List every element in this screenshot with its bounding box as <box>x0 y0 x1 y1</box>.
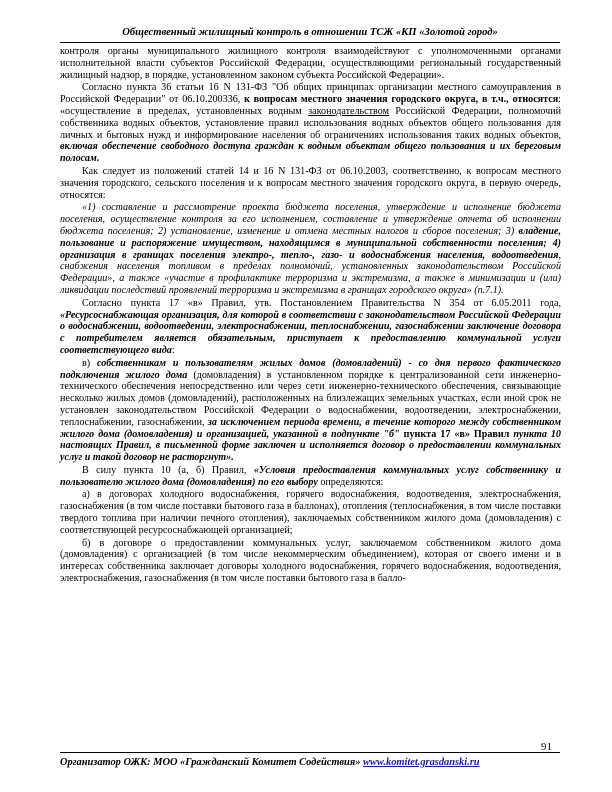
footer-organizer: Организатор ОЖК: МОО «Гражданский Комитет Содействия» <box>60 757 363 768</box>
header-divider <box>60 42 560 43</box>
paragraph-law-131-article-16: Согласно пункта 36 статьи 16 N 131-ФЗ "Об общих принципах организации местного самоуправления в Российской Федерации" от 06.10.200336, к вопросам местного значения городского округа, в т.ч., относятся: «осуществление в пределах, установленных водным законодательством Российской Федерации, полномочий собственника водных объектов, установление правил использования водных объектов общего пользования для личных и бытовых нужд и информирование населения об ограничениях использования таких водных объектов, включая обеспечение свободного доступа граждан к водным объектам общего пользования и их береговым полосам. <box>60 82 561 165</box>
paragraph-subclause-b: б) в договоре о предоставлении коммунальных услуг, заключаемом собственником жилого дома (домовладения) с организацией (в том числе некоммерческим объединением), которая от своего имени и в интересах собственника заключает договоры холодного водоснабжения, горячего водоснабжения, водоотведения, электроснабжения, газоснабжения (в том числе поставки бытового газа в балло- <box>60 537 561 585</box>
paragraph-articles-14-16: Как следует из положений статей 14 и 16 N 131-ФЗ от 06.10.2003, соответственно, к вопросам местного значения городского, сельского поселения и к вопросам местного значения городского округа, в первую очередь, относятся: <box>60 165 561 201</box>
paragraph-local-issues-quote: «1) составление и рассмотрение проекта бюджета поселения, утверждение и исполнение бюджета поселения, осуществление контроля за его исполнением, составление и утверждение отчета об исполнении бюджета поселения; 2) установление, изменение и отмена местных налогов и сборов поселения; 3) владение, пользование и распоряжение имуществом, находящимся в муниципальной собственности поселения; 4) организация в границах поселения электро-, тепло-, газо- и водоснабжения населения, водоотведения, снабжения населения топливом в пределах полномочий, установленных законодательством Российской Федерации», а также «участие в профилактике терроризма и экстремизма, а также в минимизации и (или) ликвидации последствий проявлений терроризма и экстремизма в границах городского округа» (п.7.1). <box>60 202 561 296</box>
paragraph-subclause-v: в) собственникам и пользователям жилых домов (домовладений) - со дня первого фактического подключения жилого дома (домовладения) в установленном порядке к централизованной сети инженерно-технического обеспечения непосредственно или через сети инженерно-технического обеспечения, связывающие несколько жилых домов (домовладений), расположенных на близлежащих земельных участках, если иной срок не установлен законодательством Российской Федерации о водоснабжении, водоотведении, электроснабжении, теплоснабжении, газоснабжении, за исключением периода времени, в течение которого между собственником жилого дома (домовладения) и организацией, указанной в подпункте "б" пункта 17 «в» Правил пункта 10 настоящих Правил, в письменной форме заключен и исполняется договор о предоставлении коммунальных услуг и такой договор не расторгнут». <box>60 357 562 464</box>
paragraph-rules-354: Согласно пункта 17 «в» Правил, утв. Постановлением Правительства N 354 от 6.05.2011 года, «Ресурсоснабжающая организация, для которой в соответствии с законодательством Российской Федерации о водоснабжении, водоотведении, электроснабжении, теплоснабжении, газоснабжении заключение договора с потребителем является обязательным, приступает к предоставлению коммунальной услуги соответствующего вида: <box>60 297 561 356</box>
paragraph-continuation: контроля органы муниципального жилищного контроля взаимодействуют с уполномоченными органами исполнительной власти субъектов Российской Федерации, осуществляющими региональный государственный жилищный надзор, в порядке, установленном законом субъекта Российской Федерации». <box>60 46 561 81</box>
water-legislation-link[interactable]: законодательством <box>308 105 389 117</box>
footer-website-link[interactable]: www.komitet.grasdanski.ru <box>363 757 480 768</box>
page-header: Общественный жилищный контроль в отношении ТСЖ «КП «Золотой город» <box>122 27 498 38</box>
document-body <box>60 46 561 586</box>
footer-divider <box>60 752 560 753</box>
paragraph-subclause-a: а) в договорах холодного водоснабжения, горячего водоснабжения, водоотведения, электроснабжения, газоснабжения (в том числе поставки бытового газа в баллонах), отопления (теплоснабжения, в том числе поставки твердого топлива при наличии печного отопления), заключаемых собственником жилого дома (домовладения) с соответствующей ресурсоснабжающей организацией; <box>60 489 561 536</box>
paragraph-rules-clause-10: В силу пункта 10 (а, б) Правил, «Условия предоставления коммунальных услуг собственнику и пользователю жилого дома (домовладения) по его выбору определяются: <box>60 464 562 488</box>
page-number: 91 <box>541 741 552 753</box>
page-footer <box>60 757 560 768</box>
